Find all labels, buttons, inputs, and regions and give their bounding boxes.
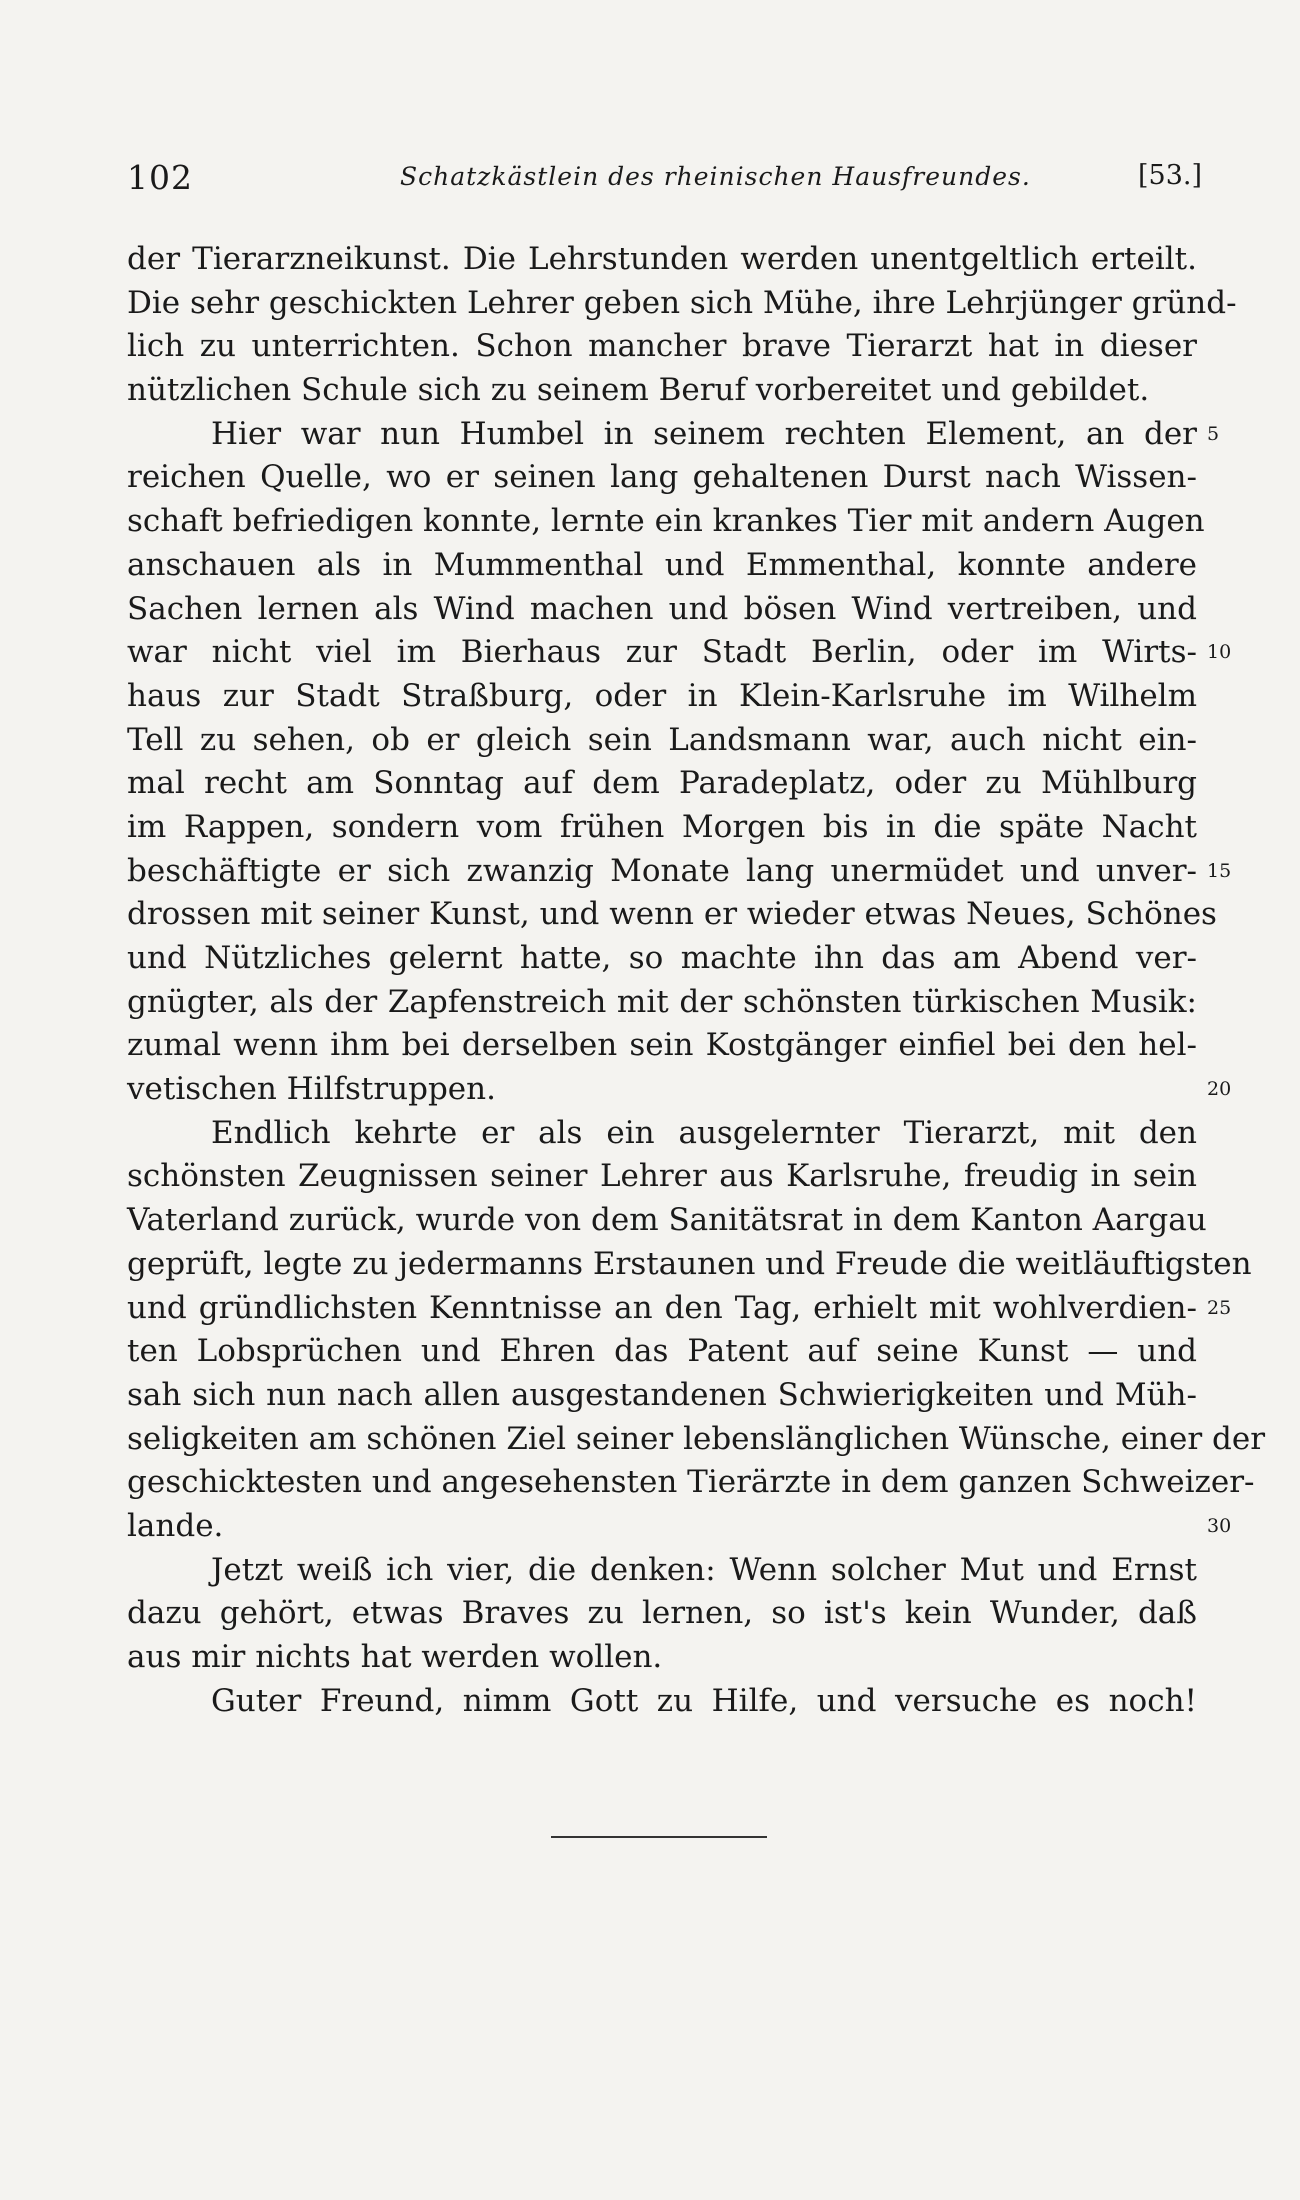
text-line: nützlichen Schule sich zu seinem Beruf vorbereitet und gebildet. (127, 372, 1150, 409)
text-line: Sachen lernen als Wind machen und bösen Wind vertreiben, und (127, 590, 1197, 627)
page-number: 102 (127, 158, 193, 197)
text-line: gnügter, als der Zapfenstreich mit der schönsten türkischen Musik: (127, 983, 1197, 1020)
text-line: geprüft, legte zu jedermanns Erstaunen und Freude die weitläuftigsten (127, 1245, 1252, 1282)
text-line: schönsten Zeugnissen seiner Lehrer aus Karlsruhe, freudig in sein (127, 1158, 1197, 1195)
text-line: Jetzt weiß ich vier, die denken: Wenn solcher Mut und Ernst (211, 1551, 1197, 1588)
text-line: Tell zu sehen, ob er gleich sein Landsmann war, auch nicht ein- (127, 721, 1197, 758)
running-title: Schatzkästlein des rheinischen Hausfreundes. (400, 162, 1031, 191)
text-line: haus zur Stadt Straßburg, oder in Klein-Karlsruhe im Wilhelm (127, 677, 1197, 714)
text-line: Endlich kehrte er als ein ausgelernter Tierarzt, mit den (211, 1114, 1197, 1151)
margin-line-number: 10 (1207, 641, 1232, 664)
text-line: Vaterland zurück, wurde von dem Sanitätsrat in dem Kanton Aargau (127, 1202, 1207, 1239)
text-line: anschauen als in Mummenthal und Emmenthal, konnte andere (127, 546, 1197, 583)
text-line: und Nützliches gelernt hatte, so machte ihn das am Abend ver- (127, 940, 1197, 976)
text-line: reichen Quelle, wo er seinen lang gehaltenen Durst nach Wissen- (127, 459, 1197, 496)
text-line: mal recht am Sonntag auf dem Paradeplatz, oder zu Mühlburg (127, 765, 1197, 802)
margin-line-number: 30 (1207, 1515, 1232, 1538)
text-line: Die sehr geschickten Lehrer geben sich Mühe, ihre Lehrjünger gründ- (127, 284, 1237, 321)
text-line: vetischen Hilfstruppen. (127, 1071, 496, 1108)
text-line: im Rappen, sondern vom frühen Morgen bis in die späte Nacht (127, 808, 1197, 845)
text-line: Guter Freund, nimm Gott zu Hilfe, und versuche es noch! (211, 1682, 1197, 1719)
section-number: [53.] (1137, 160, 1202, 191)
text-line: zumal wenn ihm bei derselben sein Kostgänger einfiel bei den hel- (127, 1027, 1197, 1064)
text-line: geschicktesten und angesehensten Tierärzte in dem ganzen Schweizer- (127, 1464, 1255, 1501)
text-line: seligkeiten am schönen Ziel seiner lebenslänglichen Wünsche, einer der (127, 1420, 1266, 1457)
margin-line-number: 5 (1207, 422, 1220, 445)
margin-line-number: 15 (1207, 859, 1232, 882)
text-line: lich zu unterrichten. Schon mancher brave Tierarzt hat in dieser (127, 328, 1197, 365)
text-line: beschäftigte er sich zwanzig Monate lang unermüdet und unver- (127, 852, 1197, 889)
margin-line-number: 25 (1207, 1296, 1232, 1319)
text-line: aus mir nichts hat werden wollen. (127, 1639, 663, 1675)
text-line: dazu gehört, etwas Braves zu lernen, so ist's kein Wunder, daß (127, 1595, 1197, 1632)
text-line: sah sich nun nach allen ausgestandenen Schwierigkeiten und Müh- (127, 1376, 1197, 1413)
text-line: ten Lobsprüchen und Ehren das Patent auf seine Kunst — und (127, 1333, 1197, 1370)
end-rule (551, 1836, 767, 1838)
text-line: und gründlichsten Kenntnisse an den Tag, erhielt mit wohlverdien- (127, 1289, 1197, 1326)
text-line: lande. (127, 1507, 224, 1544)
text-line: schaft befriedigen konnte, lernte ein krankes Tier mit andern Augen (127, 503, 1205, 540)
text-line: Hier war nun Humbel in seinem rechten Element, an der (211, 415, 1197, 452)
text-line: der Tierarzneikunst. Die Lehrstunden werden unentgeltlich erteilt. (127, 241, 1197, 277)
margin-line-number: 20 (1207, 1078, 1232, 1101)
page-header (127, 158, 1202, 206)
text-line: drossen mit seiner Kunst, und wenn er wieder etwas Neues, Schönes (127, 896, 1217, 933)
text-line: war nicht viel im Bierhaus zur Stadt Berlin, oder im Wirts- (127, 634, 1197, 671)
